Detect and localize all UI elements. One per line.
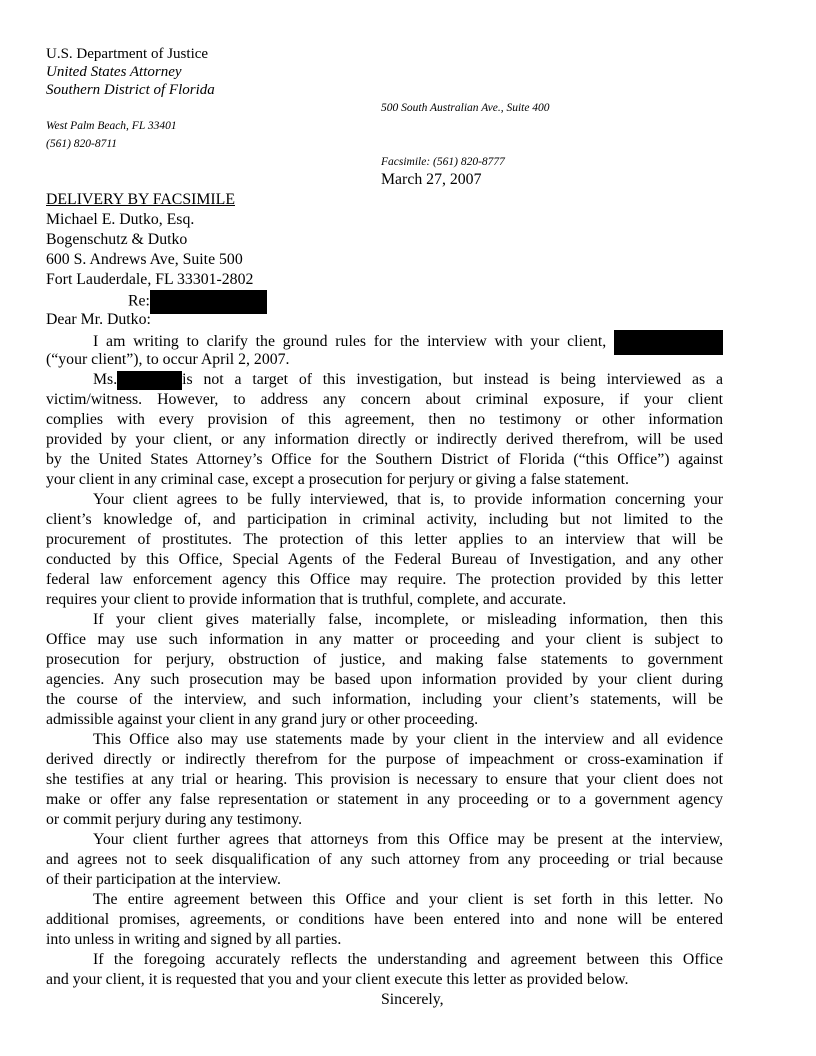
- letter-date: March 27, 2007: [381, 171, 482, 188]
- paragraph-line: of their participation at the interview.: [46, 871, 281, 888]
- paragraph-line: the course of the interview, and such information, including your client’s statements, will be: [46, 691, 723, 708]
- paragraph-line: [46, 370, 723, 390]
- paragraph-line: requires your client to provide information that is truthful, complete, and accurate.: [46, 591, 567, 608]
- delivery-method: DELIVERY BY FACSIMILE: [46, 191, 235, 208]
- paragraph-line: This Office also may use statements made by your client in the interview and all evidence: [93, 731, 723, 748]
- paragraph-line: federal law enforcement agency this Office may require. The protection provided by this letter: [46, 571, 723, 588]
- paragraph-line: [46, 330, 723, 350]
- paragraph-line: Office may use such information in any matter or proceeding and your client is subject to: [46, 631, 723, 648]
- line-text: I am writing to clarify the ground rules for the interview with your client,: [93, 333, 607, 351]
- paragraph-line: admissible against your client in any grand jury or other proceeding.: [46, 711, 479, 728]
- paragraph-line: and agrees not to seek disqualification of any such attorney from any proceeding or trial because: [46, 851, 723, 868]
- paragraph-line: make or offer any false representation or statement in any proceeding or to a government agency: [46, 791, 723, 808]
- letterhead-office: United States Attorney: [46, 64, 182, 80]
- paragraph-line: and your client, it is requested that you and your client execute this letter as provided below.: [46, 971, 629, 988]
- letterhead-department: U.S. Department of Justice: [46, 46, 209, 62]
- letterhead-fax: Facsimile: (561) 820-8777: [381, 156, 505, 168]
- paragraph-line: (“your client”), to occur April 2, 2007.: [46, 351, 290, 368]
- paragraph-line: derived directly or indirectly therefrom for the purpose of impeachment or cross-examination if: [46, 751, 723, 768]
- paragraph-line: client’s knowledge of, and participation in criminal activity, including but not limited to the: [46, 511, 723, 528]
- paragraph-line: provided by your client, or any information directly or indirectly derived therefrom, will be used: [46, 431, 723, 448]
- recipient-name: Michael E. Dutko, Esq.: [46, 211, 195, 228]
- line-text: Ms.: [93, 371, 118, 388]
- paragraph-line: additional promises, agreements, or conditions have been entered into and none will be entered: [46, 911, 723, 928]
- recipient-city: Fort Lauderdale, FL 33301-2802: [46, 271, 254, 288]
- paragraph-line: agencies. Any such prosecution may be based upon information provided by your client during: [46, 671, 723, 688]
- paragraph-line: The entire agreement between this Office and your client is set forth in this letter. No: [93, 891, 723, 908]
- recipient-firm: Bogenschutz & Dutko: [46, 231, 188, 248]
- letterhead-district: Southern District of Florida: [46, 82, 215, 98]
- paragraph-line: by the United States Attorney’s Office for the Southern District of Florida (“this Office”) against: [46, 451, 723, 468]
- redaction-box: [150, 290, 267, 314]
- paragraph-line: she testifies at any trial or hearing. This provision is necessary to ensure that your client does not: [46, 771, 723, 788]
- paragraph-line: Your client further agrees that attorneys from this Office may be present at the interview,: [93, 831, 723, 848]
- paragraph-line: If your client gives materially false, incomplete, or misleading information, then this: [93, 611, 723, 628]
- letter-body: [46, 190, 723, 1010]
- paragraph-line: procurement of prostitutes. The protection of this letter applies to an interview that will be: [46, 531, 723, 548]
- recipient-street: 600 S. Andrews Ave, Suite 500: [46, 251, 243, 268]
- re-label: Re:: [128, 292, 150, 310]
- redaction-box: [117, 371, 182, 390]
- paragraph-line: prosecution for perjury, obstruction of justice, and making false statements to government: [46, 651, 723, 668]
- salutation: Dear Mr. Dutko:: [46, 311, 151, 328]
- paragraph-line: conducted by this Office, Special Agents of the Federal Bureau of Investigation, and any other: [46, 551, 723, 568]
- paragraph-line: or commit perjury during any testimony.: [46, 811, 303, 828]
- paragraph-line: your client in any criminal case, except a prosecution for perjury or giving a false statement.: [46, 471, 629, 488]
- letterhead-city: West Palm Beach, FL 33401: [46, 120, 177, 132]
- paragraph-line: Your client agrees to be fully interviewed, that is, to provide information concerning your: [93, 491, 723, 508]
- redaction-box: [614, 330, 723, 355]
- paragraph-line: into unless in writing and signed by all parties.: [46, 931, 342, 948]
- line-text: is not a target of this investigation, but instead is being interviewed as a: [182, 371, 723, 388]
- paragraph-line: complies with every provision of this agreement, then no testimony or other information: [46, 411, 723, 428]
- closing: Sincerely,: [381, 991, 444, 1008]
- paragraph-line: victim/witness. However, to address any concern about criminal exposure, if your client: [46, 391, 723, 408]
- re-line: [46, 290, 723, 310]
- letterhead-phone: (561) 820-8711: [46, 138, 118, 150]
- paragraph-line: If the foregoing accurately reflects the understanding and agreement between this Office: [93, 951, 723, 968]
- letterhead-street: 500 South Australian Ave., Suite 400: [381, 102, 550, 114]
